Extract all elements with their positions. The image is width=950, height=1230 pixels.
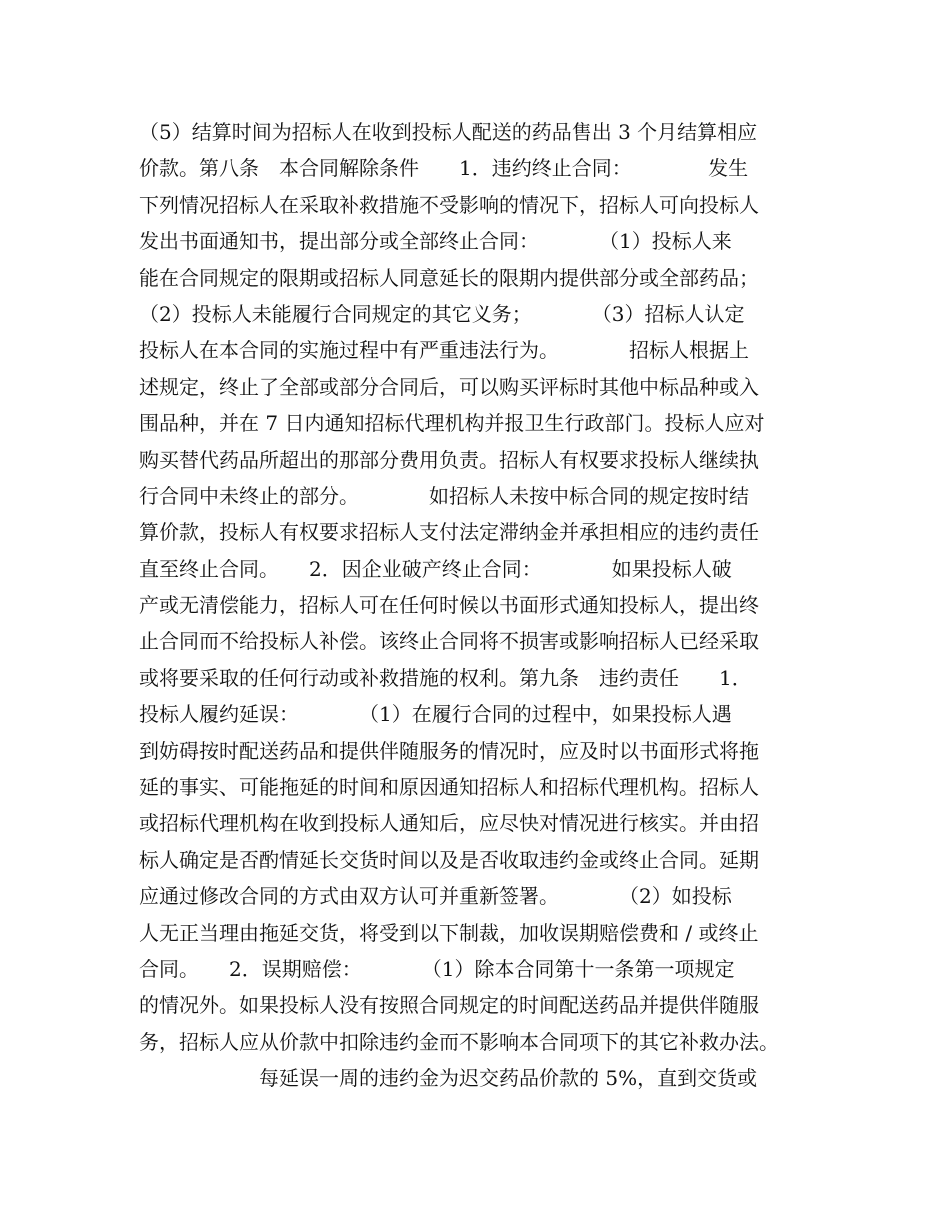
text-line: 务，招标人应从价款中扣除违约金而不影响本合同项下的其它补救办法。 bbox=[139, 1029, 779, 1054]
text-line: 合同。 2．误期赔偿： （1）除本合同第十一条第一项规定 bbox=[139, 956, 735, 981]
text-line: 发出书面通知书，提出部分或全部终止合同： （1）投标人来 bbox=[139, 229, 732, 254]
text-line: 围品种，并在 7 日内通知招标代理机构并报卫生行政部门。投标人应对 bbox=[139, 411, 765, 436]
text-line: 能在合同规定的限期或招标人同意延长的限期内提供部分或全部药品； bbox=[139, 265, 759, 290]
text-line: 止合同而不给投标人补偿。该终止合同将不损害或影响招标人已经采取 bbox=[139, 629, 759, 654]
text-line: （2）投标人未能履行合同规定的其它义务； （3）招标人认定 bbox=[139, 301, 745, 326]
body-text bbox=[139, 114, 829, 1097]
text-line: 算价款，投标人有权要求招标人支付法定滞纳金并承担相应的违约责任 bbox=[139, 520, 759, 545]
text-line: 投标人履约延误： （1）在履行合同的过程中，如果投标人遇 bbox=[139, 702, 732, 727]
text-line: 述规定，终止了全部或部分合同后，可以购买评标时其他中标品种或入 bbox=[139, 374, 759, 399]
text-line: 到妨碍按时配送药品和提供伴随服务的情况时，应及时以书面形式将拖 bbox=[139, 738, 759, 763]
text-line: 人无正当理由拖延交货，将受到以下制裁，加收误期赔偿费和 / 或终止 bbox=[139, 920, 759, 945]
text-line: 下列情况招标人在采取补救措施不受影响的情况下，招标人可向投标人 bbox=[139, 192, 759, 217]
text-line: 或将要采取的任何行动或补救措施的权利。第九条 违约责任 1． bbox=[139, 665, 752, 690]
text-line: 延的事实、可能拖延的时间和原因通知招标人和招标代理机构。招标人 bbox=[139, 775, 759, 800]
text-line: 投标人在本合同的实施过程中有严重违法行为。 招标人根据上 bbox=[139, 338, 749, 363]
text-line: 价款。第八条 本合同解除条件 1．违约终止合同： 发生 bbox=[139, 156, 749, 181]
text-line: 的情况外。如果投标人没有按照合同规定的时间配送药品并提供伴随服 bbox=[139, 993, 759, 1018]
text-line: 应通过修改合同的方式由双方认可并重新签署。 （2）如投标 bbox=[139, 884, 732, 909]
text-line: 标人确定是否酌情延长交货时间以及是否收取违约金或终止合同。延期 bbox=[139, 847, 759, 872]
text-line: 每延误一周的违约金为迟交药品价款的 5%，直到交货或 bbox=[139, 1066, 758, 1091]
text-line: 直至终止合同。 2．因企业破产终止合同： 如果投标人破 bbox=[139, 556, 732, 581]
text-line: 产或无清偿能力，招标人可在任何时候以书面形式通知投标人，提出终 bbox=[139, 593, 759, 618]
text-line: 购买替代药品所超出的那部分费用负责。招标人有权要求投标人继续执 bbox=[139, 447, 759, 472]
text-line: 行合同中未终止的部分。 如招标人未按中标合同的规定按时结 bbox=[139, 483, 749, 508]
text-line: 或招标代理机构在收到投标人通知后，应尽快对情况进行核实。并由招 bbox=[139, 811, 759, 836]
text-line: （5）结算时间为招标人在收到投标人配送的药品售出 3 个月结算相应 bbox=[139, 120, 758, 144]
